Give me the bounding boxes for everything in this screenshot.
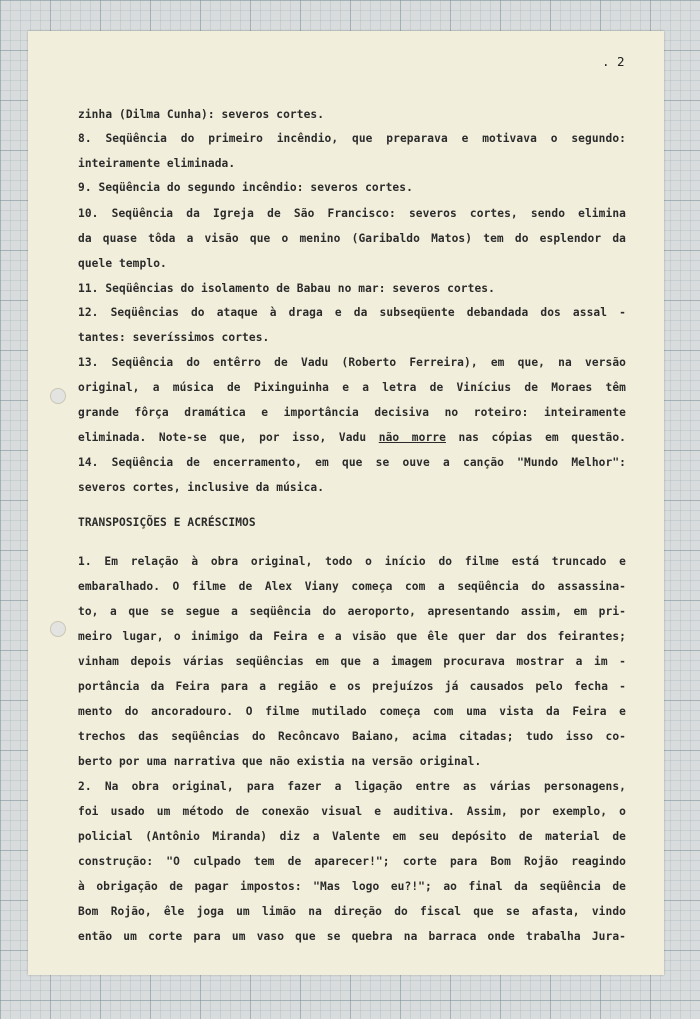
text-line: 1. Em relação à obra original, todo o início do filme está truncado e xyxy=(78,555,626,568)
text-run: nas cópias em questão. xyxy=(445,431,626,444)
text-line: 9. Seqüência do segundo incêndio: severos cortes. xyxy=(78,181,413,194)
page-number: . 2 xyxy=(602,54,625,69)
text-line: 12. Seqüências do ataque à draga e da subseqüente debandada dos assal - xyxy=(78,306,626,319)
text-line: grande fôrça dramática e importância decisiva no roteiro: inteiramente xyxy=(78,406,626,419)
text-line: severos cortes, inclusive da música. xyxy=(78,481,325,494)
text-line: à obrigação de pagar impostos: "Mas logo eu?!"; ao final da seqüência de xyxy=(78,880,626,893)
text-line: original, a música de Pixinguinha e a letra de Vinícius de Moraes têm xyxy=(78,381,626,394)
text-line: então um corte para um vaso que se quebra na barraca onde trabalha Jura- xyxy=(78,930,626,943)
text-line: trechos das seqüências do Recôncavo Baiano, acima citadas; tudo isso co- xyxy=(78,730,626,743)
text-line: 10. Seqüência da Igreja de São Francisco: severos cortes, sendo elimina xyxy=(78,207,626,220)
document-page xyxy=(28,31,664,975)
text-line: berto por uma narrativa que não existia na versão original. xyxy=(78,755,482,768)
text-run: eliminada. Note-se que, por isso, Vadu xyxy=(78,431,379,444)
text-line: policial (Antônio Miranda) diz a Valente em seu depósito de material de xyxy=(78,830,626,843)
text-line: zinha (Dilma Cunha): severos cortes. xyxy=(78,108,325,121)
text-line: inteiramente eliminada. xyxy=(78,157,236,170)
text-line: tantes: severíssimos cortes. xyxy=(78,331,270,344)
text-line: Bom Rojão, êle joga um limão na direção do fiscal que se afasta, vindo xyxy=(78,905,626,918)
text-line xyxy=(78,431,626,444)
text-line: 14. Seqüência de encerramento, em que se ouve a canção "Mundo Melhor": xyxy=(78,456,626,469)
text-line: 2. Na obra original, para fazer a ligação entre as várias personagens, xyxy=(78,780,626,793)
text-line: meiro lugar, o inimigo da Feira e a visão que êle quer dar dos feirantes; xyxy=(78,630,626,643)
text-line: 11. Seqüências do isolamento de Babau no mar: severos cortes. xyxy=(78,282,495,295)
punch-hole xyxy=(50,621,66,637)
text-line: 8. Seqüência do primeiro incêndio, que preparava e motivava o segundo: xyxy=(78,132,626,145)
text-line: portância da Feira para a região e os prejuízos já causados pelo fecha - xyxy=(78,680,626,693)
punch-hole xyxy=(50,388,66,404)
text-line: foi usado um método de conexão visual e auditiva. Assim, por exemplo, o xyxy=(78,805,626,818)
text-line: mento do ancoradouro. O filme mutilado começa com uma vista da Feira e xyxy=(78,705,626,718)
text-line: vinham depois várias seqüências em que a imagem procurava mostrar a im - xyxy=(78,655,626,668)
underlined-text: não morre xyxy=(378,431,446,444)
text-line: 13. Seqüência do entêrro de Vadu (Roberto Ferreira), em que, na versão xyxy=(78,356,626,369)
text-line: to, a que se segue a seqüência do aeroporto, apresentando assim, em pri- xyxy=(78,605,626,618)
section-heading: TRANSPOSIÇÕES E ACRÉSCIMOS xyxy=(78,516,256,529)
text-line: construção: "O culpado tem de aparecer!"; corte para Bom Rojão reagindo xyxy=(78,855,626,868)
text-line: embaralhado. O filme de Alex Viany começa com a seqüência do assassina- xyxy=(78,580,626,593)
text-line: da quase tôda a visão que o menino (Garibaldo Matos) tem do esplendor da xyxy=(78,232,626,245)
text-line: quele templo. xyxy=(78,257,167,270)
